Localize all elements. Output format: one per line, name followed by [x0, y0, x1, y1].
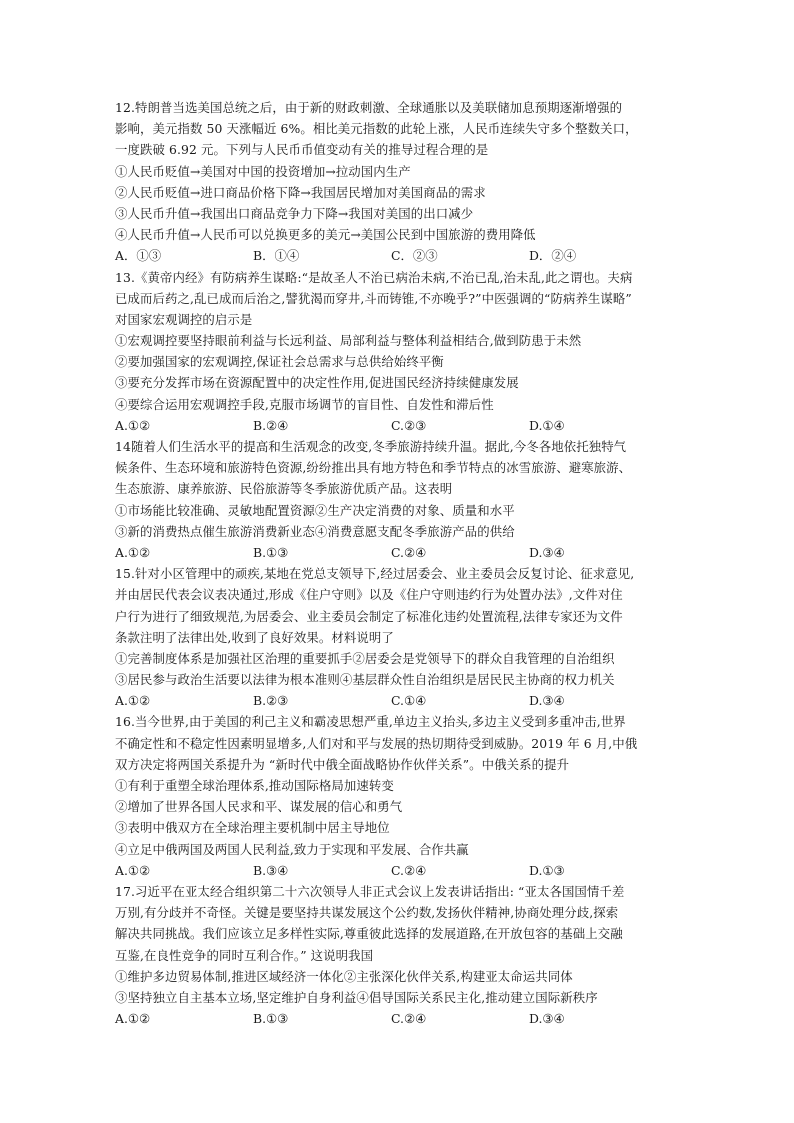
option-a: A.①② — [115, 417, 151, 433]
statement-item: ③居民参与政治生活要以法律为根本准则④基层群众性自治组织是居民民主协商的权力机关 — [115, 672, 615, 688]
statement-item: ④人民币升值→人民币可以兑换更多的美元→美国公民到中国旅游的费用降低 — [115, 227, 536, 243]
question-stem-line: 不确定性和不稳定性因素明显增多,人们对和平与发展的热切期待受到威胁。2019 年 6 月,中俄 — [115, 735, 638, 751]
question-stem-line: 13.《黄帝内经》有防病养生谋略:“是故圣人不治已病治未病,不治已乱,治未乱,此之谓也。夫病 — [115, 269, 633, 285]
statement-item: ①维护多边贸易体制,推进区域经济一体化②主张深化伙伴关系,构建亚太命运共同体 — [115, 968, 573, 984]
question-14 — [115, 436, 685, 563]
statement-item: ④立足中俄两国及两国人民利益,致力于实现和平发展、合作共赢 — [115, 841, 469, 857]
answer-options — [115, 1008, 685, 1029]
option-c: C.②④ — [391, 544, 427, 560]
statement-item: ①市场能比较准确、灵敏地配置资源②生产决定消费的对象、质量和水平 — [115, 502, 515, 518]
question-stem-line: 17.习近平在亚太经合组织第二十六次领导人非正式会议上发表讲话指出: “亚太各国国情千差 — [115, 883, 625, 899]
question-17 — [115, 881, 685, 1029]
option-c: C.②④ — [391, 1011, 427, 1027]
option-b: B.②④ — [253, 417, 289, 433]
answer-options — [115, 245, 685, 266]
option-a: A．①③ — [115, 248, 162, 264]
statement-item: ②增加了世界各国人民求和平、谋发展的信心和勇气 — [115, 799, 403, 815]
statement-item: ①人民币贬值→美国对中国的投资增加→拉动国内生产 — [115, 163, 411, 179]
option-d: D．②④ — [529, 248, 577, 264]
statement-item: ③要充分发挥市场在资源配置中的决定性作用,促进国民经济持续健康发展 — [115, 375, 519, 391]
statement-item: ②人民币贬值→进口商品价格下降→我国居民增加对美国商品的需求 — [115, 184, 486, 200]
option-c: C.②③ — [391, 417, 427, 433]
option-b: B.②③ — [253, 693, 289, 709]
option-b: B.①③ — [253, 1011, 289, 1027]
question-stem-line: 户行为进行了细致规范,为居委会、业主委员会制定了标准化违约处置流程,法律专家还为文件 — [115, 608, 623, 624]
answer-options — [115, 415, 685, 436]
question-stem-line: 影响，美元指数 50 天涨幅近 6%。相比美元指数的此轮上涨，人民币连续失守多个整数关口， — [115, 121, 638, 137]
option-c: C.①④ — [391, 693, 427, 709]
option-d: D.③④ — [529, 544, 565, 560]
option-c: C.②④ — [391, 862, 427, 878]
question-stem-line: 生态旅游、康养旅游、民俗旅游等冬季旅游优质产品。这表明 — [115, 481, 453, 497]
answer-options — [115, 860, 685, 881]
statement-item: ②要加强国家的宏观调控,保证社会总需求与总供给始终平衡 — [115, 354, 444, 370]
question-stem-line: 12.特朗普当选美国总统之后，由于新的财政刺激、全球通胀以及美联储加息预期逐渐增强的 — [115, 100, 623, 115]
option-a: A.①② — [115, 544, 151, 560]
exam-page — [115, 97, 685, 1029]
question-stem-line: 15.针对小区管理中的顽疾,某地在党总支领导下,经过居委会、业主委员会反复讨论、征求意见, — [115, 566, 635, 582]
statement-item: ①完善制度体系是加强社区治理的重要抓手②居委会是党领导下的群众自我管理的自治组织 — [115, 650, 615, 666]
statement-item: ③新的消费热点催生旅游消费新业态④消费意愿支配冬季旅游产品的供给 — [115, 523, 515, 539]
option-d: D.③④ — [529, 693, 565, 709]
question-16 — [115, 711, 685, 881]
question-15 — [115, 563, 685, 711]
question-stem-line: 双方决定将两国关系提升为 “新时代中俄全面战略协作伙伴关系”。中俄关系的提升 — [115, 756, 570, 772]
option-c: C．②③ — [391, 248, 438, 264]
statement-item: ①宏观调控要坚持眼前利益与长远利益、局部利益与整体利益相结合,做到防患于未然 — [115, 333, 582, 349]
question-stem-line: 解决共同挑战。我们应该立足多样性实际,尊重彼此选择的发展道路,在开放包容的基础上交融 — [115, 926, 623, 942]
statement-item: ③坚持独立自主基本立场,坚定维护自身利益④倡导国际关系民主化,推动建立国际新秩序 — [115, 989, 598, 1005]
option-d: D.①④ — [529, 417, 565, 433]
question-stem-line: 并由居民代表会议表决通过,形成《住户守则》以及《住户守则违约行为处置办法》,文件对住 — [115, 587, 623, 603]
statement-item: ③表明中俄双方在全球治理主要机制中居主导地位 — [115, 820, 390, 836]
statement-item: ①有利于重塑全球治理体系,推动国际格局加速转变 — [115, 778, 394, 793]
question-13 — [115, 267, 685, 437]
answer-options — [115, 690, 685, 711]
question-stem-line: 条款注明了法律出处,收到了良好效果。材料说明了 — [115, 629, 394, 645]
question-stem-line: 互鉴,在良性竞争的同时互利合作。” 这说明我国 — [115, 947, 374, 963]
question-stem-line: 对国家宏观调控的启示是 — [115, 311, 253, 327]
option-d: D.①③ — [529, 862, 565, 878]
question-12 — [115, 97, 685, 267]
question-stem-line: 16.当今世界,由于美国的利己主义和霸凌思想严重,单边主义抬头,多边主义受到多重冲击,世界 — [115, 714, 626, 730]
question-stem-line: 万别,有分歧并不奇怪。关键是要坚持共谋发展这个公约数,发扬伙伴精神,协商处理分歧,探索 — [115, 905, 619, 921]
question-stem-line: 一度跌破 6.92 元。下列与人民币币值变动有关的推导过程合理的是 — [115, 142, 489, 158]
answer-options — [115, 542, 685, 563]
option-d: D.③④ — [529, 1011, 565, 1027]
question-stem-line: 14随着人们生活水平的提高和生活观念的改变,冬季旅游持续升温。据此,今冬各地依托独特气 — [115, 439, 627, 454]
option-b: B.③④ — [253, 862, 289, 878]
option-a: A.①② — [115, 1011, 151, 1027]
statement-item: ③人民币升值→我国出口商品竞争力下降→我国对美国的出口减少 — [115, 205, 474, 221]
statement-item: ④要综合运用宏观调控手段,克服市场调节的盲目性、自发性和滞后性 — [115, 396, 494, 412]
option-a: A.①② — [115, 693, 151, 709]
question-stem-line: 已成而后药之,乱已成而后治之,譬犹渴而穿井,斗而铸锥,不亦晚乎?”中医强调的“防病养生谋略” — [115, 290, 632, 306]
question-stem-line: 候条件、生态环境和旅游特色资源,纷纷推出具有地方特色和季节特点的冰雪旅游、避寒旅游、 — [115, 460, 632, 476]
option-b: B．①④ — [253, 248, 300, 264]
option-b: B.①③ — [253, 544, 289, 560]
option-a: A.①② — [115, 862, 151, 878]
